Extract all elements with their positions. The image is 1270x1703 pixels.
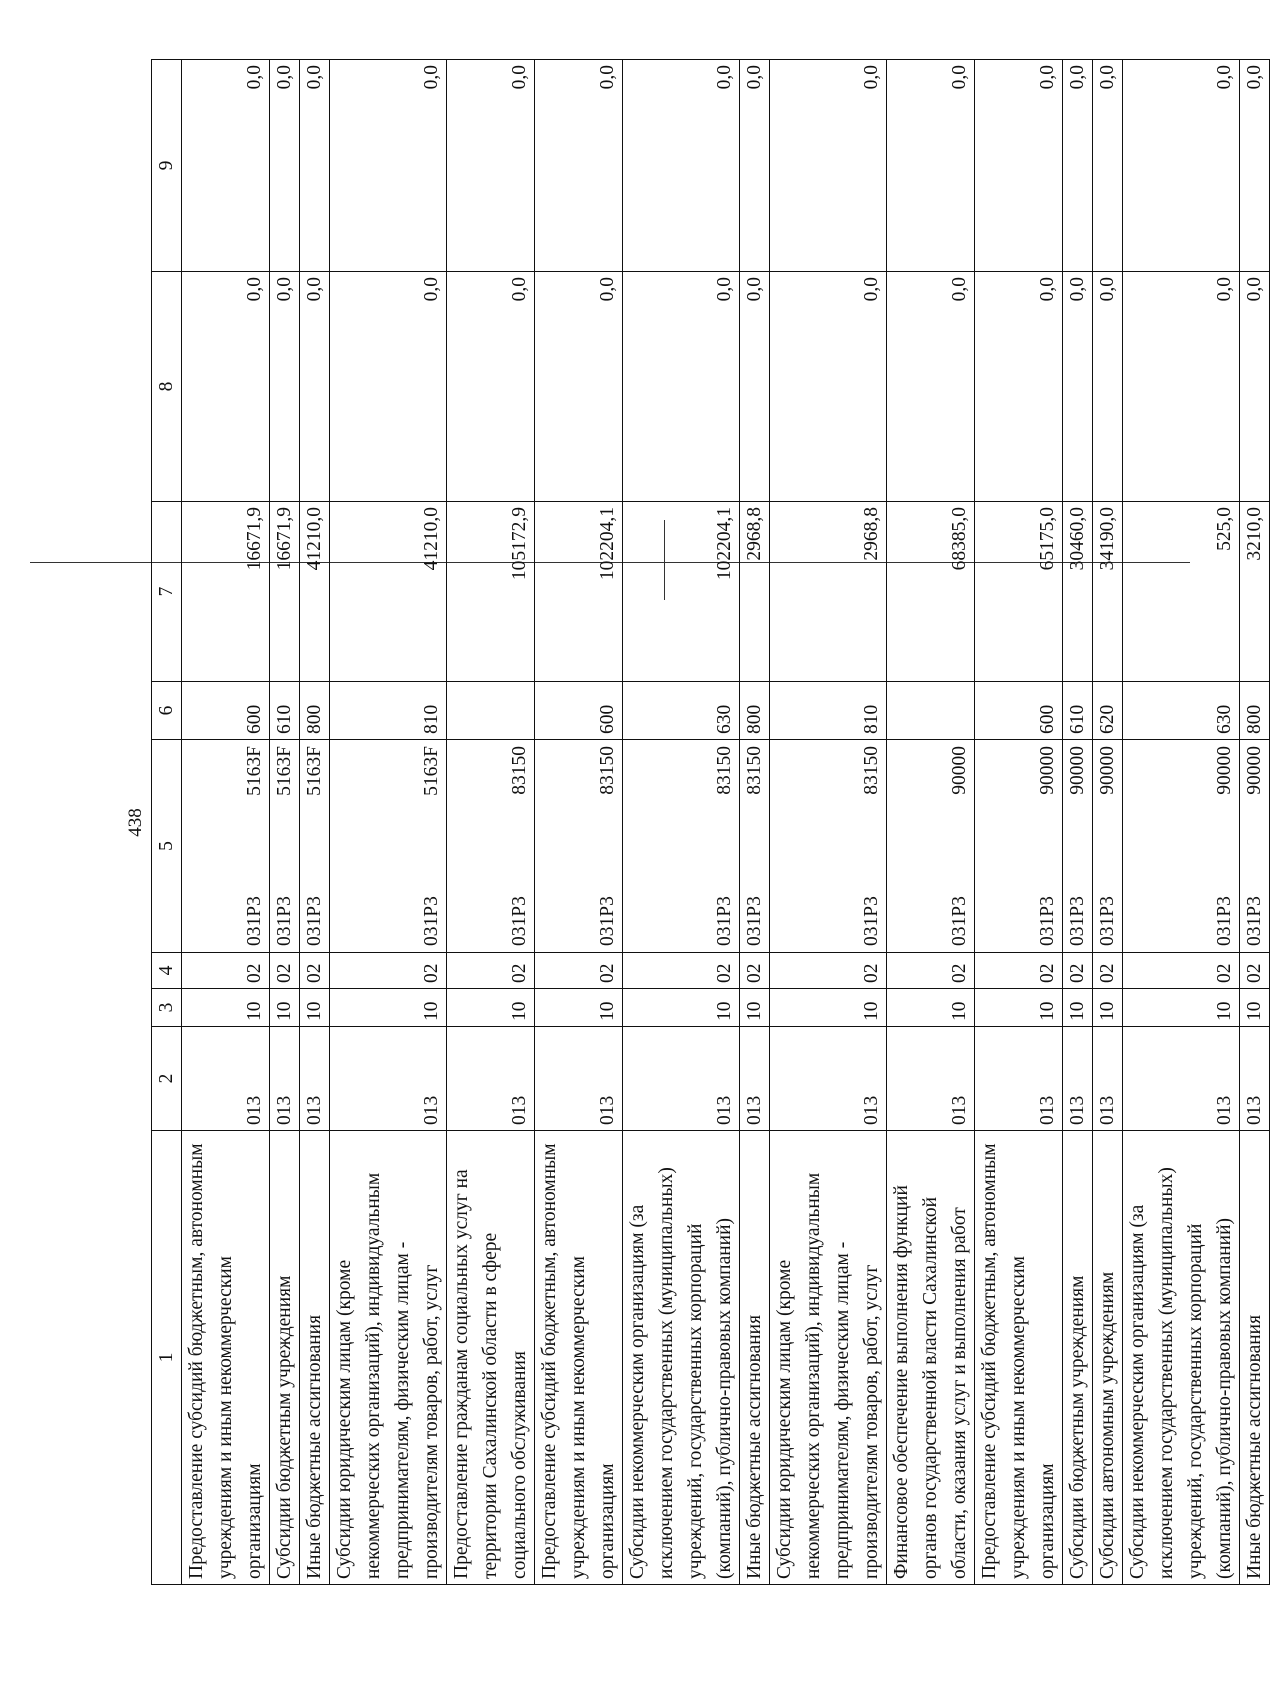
table-row — [1063, 60, 1093, 1585]
section-code: 10 — [447, 989, 535, 1027]
row-description: Предоставление субсидий бюджетным, автономным учреждениям и иным некоммерческим организациям — [535, 1131, 623, 1585]
amount-col-8: 0,0 — [623, 272, 740, 502]
amount-col-7: 16671,9 — [270, 502, 300, 682]
amount-col-9: 0,0 — [1063, 60, 1093, 272]
row-description: Финансовое обеспечение выполнения функций органов государственной власти Сахалинской области, оказания услуг и выполнения работ — [887, 1131, 975, 1585]
direction-code: 90000 — [1067, 746, 1088, 795]
expense-type-code — [887, 682, 975, 740]
amount-col-9: 0,0 — [740, 60, 770, 272]
target-article-code — [945, 740, 974, 952]
row-description: Иные бюджетные ассигнования — [1240, 1131, 1270, 1585]
target-article-code — [710, 740, 739, 952]
direction-code: 90000 — [1097, 746, 1118, 795]
target-article-code — [1240, 740, 1269, 952]
expense-type-code: 620 — [1093, 682, 1123, 740]
budget-table — [151, 59, 1270, 1585]
expense-type-code: 810 — [330, 682, 447, 740]
table-row — [1240, 60, 1270, 1585]
target-article-cell — [1123, 740, 1240, 953]
table-row — [182, 60, 270, 1585]
amount-col-7: 102204,1 — [535, 502, 623, 682]
ministry-code: 013 — [1123, 1027, 1240, 1131]
target-article-cell — [447, 740, 535, 953]
table-row — [1123, 60, 1240, 1585]
amount-col-9: 0,0 — [1240, 60, 1270, 272]
section-code: 10 — [770, 989, 887, 1027]
row-description: Иные бюджетные ассигнования — [300, 1131, 330, 1585]
column-header: 6 — [152, 682, 182, 740]
amount-col-9: 0,0 — [300, 60, 330, 272]
table-row — [270, 60, 300, 1585]
row-description: Субсидии некоммерческим организациям (за исключением государственных (муниципальных) учреждений, государственных корпораций (компаний), публично-правовых компаний) — [623, 1131, 740, 1585]
program-code: 031Р3 — [1244, 896, 1265, 946]
table-row — [887, 60, 975, 1585]
amount-col-7: 65175,0 — [975, 502, 1063, 682]
column-header: 3 — [152, 989, 182, 1027]
program-code: 031Р3 — [244, 896, 265, 946]
amount-col-7: 16671,9 — [182, 502, 270, 682]
row-description: Субсидии бюджетным учреждениям — [270, 1131, 300, 1585]
amount-col-7: 102204,1 — [623, 502, 740, 682]
section-code: 10 — [740, 989, 770, 1027]
target-article-code — [740, 740, 769, 952]
subsection-code: 02 — [535, 953, 623, 989]
subsection-code: 02 — [182, 953, 270, 989]
direction-code: 5163F — [304, 746, 325, 796]
subsection-code: 02 — [447, 953, 535, 989]
target-article-cell — [623, 740, 740, 953]
amount-col-8: 0,0 — [975, 272, 1063, 502]
expense-type-code: 610 — [1063, 682, 1093, 740]
direction-code: 83150 — [744, 746, 765, 795]
amount-col-8: 0,0 — [887, 272, 975, 502]
ministry-code: 013 — [1063, 1027, 1093, 1131]
table-row — [740, 60, 770, 1585]
expense-type-code: 800 — [1240, 682, 1270, 740]
amount-col-8: 0,0 — [740, 272, 770, 502]
amount-col-9: 0,0 — [1093, 60, 1123, 272]
direction-code: 83150 — [714, 746, 735, 795]
target-article-cell — [270, 740, 300, 953]
target-article-code — [300, 740, 329, 952]
section-code: 10 — [887, 989, 975, 1027]
section-code: 10 — [535, 989, 623, 1027]
ministry-code: 013 — [887, 1027, 975, 1131]
program-code: 031Р3 — [949, 896, 970, 946]
subsection-code: 02 — [270, 953, 300, 989]
subsection-code: 02 — [975, 953, 1063, 989]
amount-col-8: 0,0 — [1093, 272, 1123, 502]
row-description: Субсидии автономным учреждениям — [1093, 1131, 1123, 1585]
target-article-cell — [182, 740, 270, 953]
target-article-cell — [330, 740, 447, 953]
section-code: 10 — [975, 989, 1063, 1027]
expense-type-code: 600 — [182, 682, 270, 740]
program-code: 031Р3 — [304, 896, 325, 946]
target-article-cell — [1240, 740, 1270, 953]
column-header-row — [152, 60, 182, 1585]
direction-code: 90000 — [1037, 746, 1058, 795]
ministry-code: 013 — [300, 1027, 330, 1131]
program-code: 031Р3 — [597, 896, 618, 946]
target-article-cell — [975, 740, 1063, 953]
amount-col-7: 30460,0 — [1063, 502, 1093, 682]
subsection-code: 02 — [1123, 953, 1240, 989]
subsection-code: 02 — [623, 953, 740, 989]
program-code: 031Р3 — [1037, 896, 1058, 946]
direction-code: 90000 — [1244, 746, 1265, 795]
expense-type-code: 600 — [975, 682, 1063, 740]
table-row — [535, 60, 623, 1585]
amount-col-8: 0,0 — [270, 272, 300, 502]
expense-type-code: 630 — [623, 682, 740, 740]
expense-type-code: 810 — [770, 682, 887, 740]
ministry-code: 013 — [330, 1027, 447, 1131]
direction-code: 83150 — [509, 746, 530, 795]
amount-col-9: 0,0 — [1123, 60, 1240, 272]
column-header: 4 — [152, 953, 182, 989]
direction-code: 90000 — [1214, 746, 1235, 795]
row-description: Иные бюджетные ассигнования — [740, 1131, 770, 1585]
direction-code: 5163F — [421, 746, 442, 796]
direction-code: 83150 — [861, 746, 882, 795]
target-article-cell — [300, 740, 330, 953]
amount-col-7: 41210,0 — [330, 502, 447, 682]
amount-col-7: 41210,0 — [300, 502, 330, 682]
program-code: 031Р3 — [1214, 896, 1235, 946]
program-code: 031Р3 — [714, 896, 735, 946]
column-header: 1 — [152, 1131, 182, 1585]
subsection-code: 02 — [1093, 953, 1123, 989]
subsection-code: 02 — [1063, 953, 1093, 989]
section-code: 10 — [1240, 989, 1270, 1027]
ministry-code: 013 — [740, 1027, 770, 1131]
amount-col-7: 3210,0 — [1240, 502, 1270, 682]
target-article-code — [240, 740, 269, 952]
section-code: 10 — [1063, 989, 1093, 1027]
direction-code: 5163F — [244, 746, 265, 796]
column-header: 5 — [152, 740, 182, 953]
amount-col-7: 34190,0 — [1093, 502, 1123, 682]
ministry-code: 013 — [1240, 1027, 1270, 1131]
ministry-code: 013 — [535, 1027, 623, 1131]
amount-col-9: 0,0 — [887, 60, 975, 272]
expense-type-code: 800 — [300, 682, 330, 740]
target-article-cell — [887, 740, 975, 953]
amount-col-8: 0,0 — [1123, 272, 1240, 502]
row-description: Субсидии юридическим лицам (кроме некоммерческих организаций), индивидуальным предпринимателям, физическим лицам - производителям товаров, работ, услуг — [330, 1131, 447, 1585]
expense-type-code: 610 — [270, 682, 300, 740]
target-article-cell — [740, 740, 770, 953]
expense-type-code — [447, 682, 535, 740]
target-article-cell — [535, 740, 623, 953]
amount-col-7: 2968,8 — [740, 502, 770, 682]
subsection-code: 02 — [330, 953, 447, 989]
subsection-code: 02 — [740, 953, 770, 989]
direction-code: 5163F — [274, 746, 295, 796]
amount-col-9: 0,0 — [330, 60, 447, 272]
table-row — [623, 60, 740, 1585]
amount-col-7: 2968,8 — [770, 502, 887, 682]
ministry-code: 013 — [623, 1027, 740, 1131]
amount-col-9: 0,0 — [975, 60, 1063, 272]
amount-col-8: 0,0 — [770, 272, 887, 502]
target-article-cell — [770, 740, 887, 953]
row-description: Предоставление субсидий бюджетным, автономным учреждениям и иным некоммерческим организациям — [975, 1131, 1063, 1585]
program-code: 031Р3 — [274, 896, 295, 946]
row-description: Предоставление субсидий бюджетным, автономным учреждениям и иным некоммерческим организациям — [182, 1131, 270, 1585]
column-header: 7 — [152, 502, 182, 682]
row-description: Субсидии бюджетным учреждениям — [1063, 1131, 1093, 1585]
target-article-code — [270, 740, 299, 952]
amount-col-7: 105172,9 — [447, 502, 535, 682]
target-article-code — [1210, 740, 1239, 952]
program-code: 031Р3 — [421, 896, 442, 946]
table-row — [300, 60, 330, 1585]
ministry-code: 013 — [447, 1027, 535, 1131]
target-article-cell — [1063, 740, 1093, 953]
amount-col-9: 0,0 — [535, 60, 623, 272]
expense-type-code: 600 — [535, 682, 623, 740]
target-article-code — [1093, 740, 1122, 952]
target-article-code — [505, 740, 534, 952]
amount-col-9: 0,0 — [270, 60, 300, 272]
section-code: 10 — [330, 989, 447, 1027]
target-article-cell — [1093, 740, 1123, 953]
program-code: 031Р3 — [509, 896, 530, 946]
column-header: 9 — [152, 60, 182, 272]
table-row — [770, 60, 887, 1585]
section-code: 10 — [300, 989, 330, 1027]
direction-code: 83150 — [597, 746, 618, 795]
subsection-code: 02 — [300, 953, 330, 989]
amount-col-7: 68385,0 — [887, 502, 975, 682]
section-code: 10 — [270, 989, 300, 1027]
expense-type-code: 800 — [740, 682, 770, 740]
row-description: Предоставление гражданам социальных услуг на территории Сахалинской области в сфере социального обслуживания — [447, 1131, 535, 1585]
amount-col-8: 0,0 — [447, 272, 535, 502]
table-row — [447, 60, 535, 1585]
row-description: Субсидии некоммерческим организациям (за исключением государственных (муниципальных) учреждений, государственных корпораций (компаний), публично-правовых компаний) — [1123, 1131, 1240, 1585]
ministry-code: 013 — [1093, 1027, 1123, 1131]
row-description: Субсидии юридическим лицам (кроме некоммерческих организаций), индивидуальным предпринимателям, физическим лицам - производителям товаров, работ, услуг — [770, 1131, 887, 1585]
program-code: 031Р3 — [744, 896, 765, 946]
target-article-code — [593, 740, 622, 952]
subsection-code: 02 — [1240, 953, 1270, 989]
target-article-code — [1063, 740, 1092, 952]
amount-col-9: 0,0 — [623, 60, 740, 272]
amount-col-7: 525,0 — [1123, 502, 1240, 682]
amount-col-8: 0,0 — [182, 272, 270, 502]
subsection-code: 02 — [887, 953, 975, 989]
direction-code: 90000 — [949, 746, 970, 795]
amount-col-8: 0,0 — [535, 272, 623, 502]
amount-col-9: 0,0 — [447, 60, 535, 272]
column-header: 8 — [152, 272, 182, 502]
ministry-code: 013 — [975, 1027, 1063, 1131]
target-article-code — [1033, 740, 1062, 952]
program-code: 031Р3 — [861, 896, 882, 946]
table-row — [1093, 60, 1123, 1585]
section-code: 10 — [623, 989, 740, 1027]
amount-col-9: 0,0 — [770, 60, 887, 272]
program-code: 031Р3 — [1097, 896, 1118, 946]
subsection-code: 02 — [770, 953, 887, 989]
amount-col-8: 0,0 — [1240, 272, 1270, 502]
amount-col-8: 0,0 — [330, 272, 447, 502]
expense-type-code: 630 — [1123, 682, 1240, 740]
table-row — [330, 60, 447, 1585]
ministry-code: 013 — [182, 1027, 270, 1131]
section-code: 10 — [1093, 989, 1123, 1027]
page-number: 438 — [125, 808, 146, 837]
document-page — [121, 60, 1265, 1585]
amount-col-8: 0,0 — [300, 272, 330, 502]
column-header: 2 — [152, 1027, 182, 1131]
table-row — [975, 60, 1063, 1585]
target-article-code — [857, 740, 886, 952]
section-code: 10 — [1123, 989, 1240, 1027]
ministry-code: 013 — [770, 1027, 887, 1131]
amount-col-8: 0,0 — [1063, 272, 1093, 502]
section-code: 10 — [182, 989, 270, 1027]
ministry-code: 013 — [270, 1027, 300, 1131]
target-article-code — [417, 740, 446, 952]
amount-col-9: 0,0 — [182, 60, 270, 272]
program-code: 031Р3 — [1067, 896, 1088, 946]
